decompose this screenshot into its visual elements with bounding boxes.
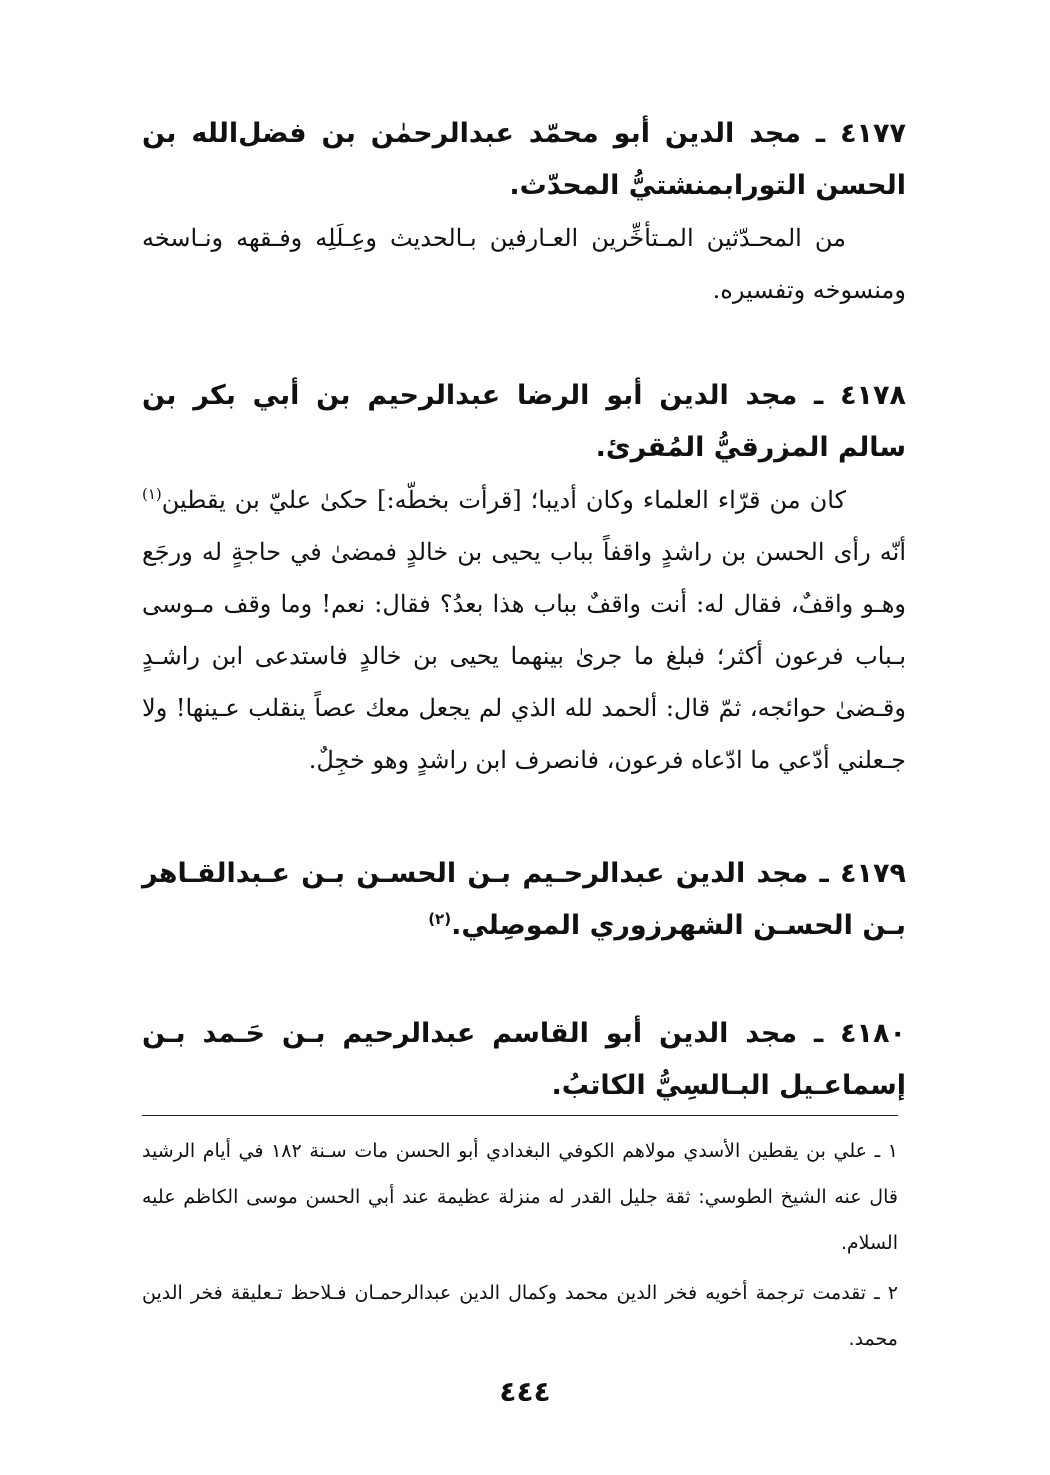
entry-4178 [142, 370, 906, 786]
footnotes [142, 1128, 898, 1366]
entry-heading [142, 848, 906, 952]
entry-heading: ٤١٨٠ ـ مجد الدين أبو القاسم عبدالرحيم بـن حَـمد بـن إسماعـيل البـالسِيُّ الكاتبُ. [142, 1018, 906, 1101]
entry-heading: ٤١٧٨ ـ مجد الدين أبو الرضا عبدالرحيم بن أبي بكر بن سالم المزرقيُّ المُقرئ. [142, 380, 906, 463]
footnote-ref-2: (٢) [428, 910, 452, 928]
entry-body-text: كان من قرّاء العلماء وكان أديبا؛ [قرأت بخطّه:] حكىٰ عليّ بن يقطين [161, 486, 846, 514]
footnote-ref-1: (١) [142, 485, 162, 503]
page-content [142, 108, 906, 1112]
footnote-divider [142, 1115, 898, 1116]
entry-4177 [142, 108, 906, 316]
entry-4180 [142, 1008, 906, 1112]
page-number: ٤٤٤ [499, 1375, 551, 1408]
footnote-1: ١ ـ علي بن يقطين الأسدي مولاهم الكوفي البغدادي أبو الحسن مات سـنة ١٨٢ في أيام الرشيد قال عنه الشيخ الطوسي: ثقة جليل القدر له منزلة عظيمة عند أبي الحسن موسى الكاظم عليه السلام. [142, 1140, 898, 1254]
entry-body [142, 474, 906, 786]
entry-spacer [142, 952, 906, 1008]
entry-heading-text: ٤١٧٩ ـ مجد الدين عبدالرحـيم بـن الحسـن بـن عـبدالقـاهر بـن الحسـن الشهرزوري الموصِلي. [142, 858, 906, 941]
entry-heading: ٤١٧٧ ـ مجد الدين أبو محمّد عبدالرحمٰن بن فضل‌الله بن الحسن التورابمنشتيُّ المحدّث. [142, 118, 906, 201]
entry-body-text: أنّه رأى الحسن بن راشدٍ واقفاً بباب يحيى بن خالدٍ فمضىٰ في حاجةٍ له ورجَع وهـو واقفٌ، فقال له: أنت واقفٌ بباب هذا بعدُ؟ فقال: نعم! وما وقف مـوسى بـباب فرعون أكثر؛ فبلغ ما جرىٰ بينهما يحيى بن خالدٍ فاستدعى ابن راشـدٍ وقـضىٰ حوائجه، ثمّ قال: ألحمد لله الذي لم يجعل معك عصاً ينقلب عـينها! ولا جـعلني أدّعي ما ادّعاه فرعون، فانصرف ابن راشدٍ وهو خجِلٌ. [142, 538, 906, 774]
footnote-2: ٢ ـ تقدمت ترجمة أخويه فخر الدين محمد وكمال الدين عبدالرحمـان فـلاحظ تـعليقة فخر الدين محمد. [142, 1282, 898, 1350]
entry-body: من المحـدّثين المـتأخِّرين العـارفين بـالحديث وعِـلَلِه وفـقهه ونـاسخه ومنسوخه وتفسيره. [142, 224, 906, 304]
entry-spacer [142, 316, 906, 370]
entry-4179 [142, 848, 906, 952]
entry-spacer [142, 786, 906, 848]
